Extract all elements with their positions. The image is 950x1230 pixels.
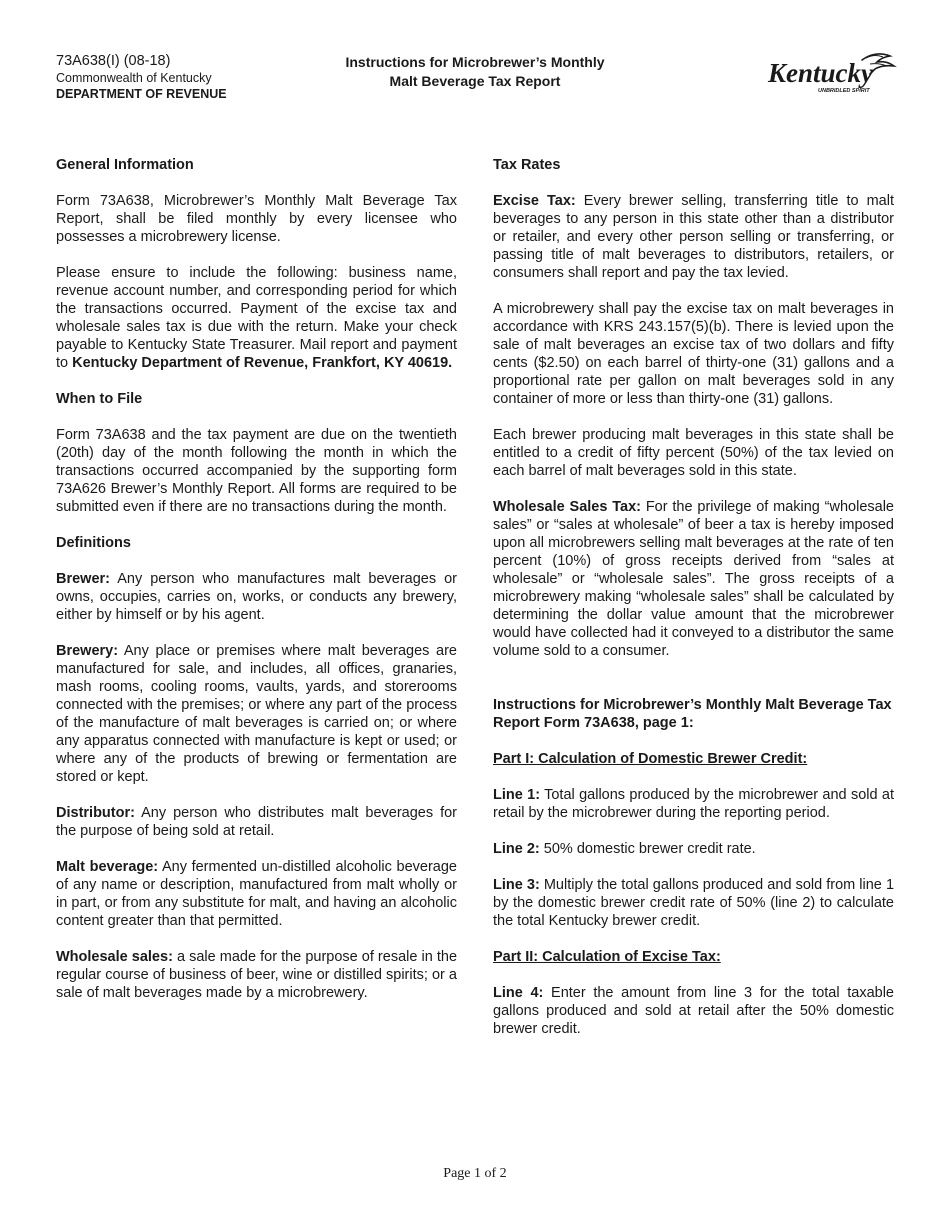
term-line-4: Line 4: (493, 985, 544, 1001)
right-column (493, 156, 894, 1056)
page-number: Page 1 of 2 (443, 1166, 507, 1181)
line-1-text: Total gallons produced by the microbrewer and sold at retail by the microbrewer during the reporting period. (493, 787, 894, 821)
line-2-instruction (493, 840, 894, 858)
logo-wordmark: Kentucky (768, 58, 873, 88)
def-malt-beverage-text: Any fermented un-distilled alcoholic beverage of any name or description, manufactured from malt wholly or in part, or from any substitute for malt, and having an alcoholic content greater than that permitted. (56, 859, 457, 929)
part-2-heading: Part II: Calculation of Excise Tax: (493, 949, 721, 965)
left-column (56, 156, 457, 1020)
definition-malt-beverage (56, 858, 457, 930)
term-line-1: Line 1: (493, 787, 541, 803)
excise-tax-text: Every brewer selling, transferring title to malt beverages to any person in this state other than a distributor or retailer, and every other person selling or transferring, or passing title of malt beverages to distributors, retailers, or consumers shall report and pay the tax levied. (493, 193, 894, 281)
term-brewer: Brewer: (56, 571, 110, 587)
wholesale-sales-tax-paragraph (493, 498, 894, 660)
when-to-file-heading: When to File (56, 391, 143, 407)
form-number: 73A638(I) (08-18) (56, 53, 171, 69)
title-line-1: Instructions for Microbrewer’s Monthly (345, 54, 605, 70)
term-excise-tax: Excise Tax: (493, 193, 576, 209)
line-3-text: Multiply the total gallons produced and sold from line 1 by the domestic brewer credit rate of 50% (line 2) to calculate the total Kentucky brewer credit. (493, 877, 895, 929)
general-info-paragraph-2 (56, 264, 457, 372)
definition-brewery (56, 642, 457, 786)
term-wholesale-sales-tax: Wholesale Sales Tax: (493, 499, 641, 515)
definition-wholesale-sales (56, 948, 457, 1002)
definition-brewer (56, 570, 457, 624)
part-1-heading: Part I: Calculation of Domestic Brewer Credit: (493, 751, 808, 767)
definition-distributor (56, 804, 457, 840)
term-distributor: Distributor: (56, 805, 135, 821)
mailing-address: Kentucky Department of Revenue, Frankfort, KY 40619. (72, 355, 453, 371)
microbrewery-excise-paragraph: A microbrewery shall pay the excise tax on malt beverages in accordance with KRS 243.157(5)(b). There is levied upon the sale of malt beverages an excise tax of two dollars and fifty cents ($2.50) on each barrel of thirty-one (31) gallons and a proportional rate per gallon on malt beverages sold in any container of more or less than thirty-one (31) gallons. (493, 301, 894, 407)
general-info-heading: General Information (56, 157, 194, 173)
term-wholesale-sales: Wholesale sales: (56, 949, 173, 965)
term-line-3: Line 3: (493, 877, 540, 893)
department-label: DEPARTMENT OF REVENUE (56, 87, 227, 101)
line-4-instruction (493, 984, 894, 1038)
excise-tax-paragraph (493, 192, 894, 282)
brewer-credit-paragraph: Each brewer producing malt beverages in this state shall be entitled to a credit of fifty percent (50%) of the tax levied on each barrel of malt beverages sold in this state. (493, 427, 894, 479)
line-3-instruction (493, 876, 894, 930)
def-wholesale-sales-text: a sale made for the purpose of resale in the regular course of business of beer, wine or distilled spirits; or a sale of malt beverages made by a microbrewery. (56, 949, 458, 1001)
kentucky-logo-icon (766, 52, 898, 94)
general-info-paragraph-1: Form 73A638, Microbrewer’s Monthly Malt Beverage Tax Report, shall be filed monthly by every licensee who possesses a microbrewery license. (56, 193, 457, 245)
line-1-instruction (493, 786, 894, 822)
form-header-info (56, 53, 316, 102)
def-brewer-text: Any person who manufactures malt beverages or owns, occupies, carries on, works, or conducts any brewery, either by himself or by his agent. (56, 571, 457, 623)
definitions-heading: Definitions (56, 535, 131, 551)
title-line-2: Malt Beverage Tax Report (389, 73, 561, 89)
spacer (493, 678, 894, 696)
logo-tagline: UNBRIDLED SPIRIT (818, 88, 870, 94)
tax-rates-heading: Tax Rates (493, 157, 561, 173)
term-brewery: Brewery: (56, 643, 119, 659)
commonwealth-label: Commonwealth of Kentucky (56, 71, 212, 85)
term-malt-beverage: Malt beverage: (56, 859, 159, 875)
page-title (300, 53, 650, 91)
term-line-2: Line 2: (493, 841, 540, 857)
instructions-heading: Instructions for Microbrewer’s Monthly Malt Beverage Tax Report Form 73A638, page 1: (493, 697, 892, 731)
def-distributor-text: Any person who distributes malt beverages for the purpose of being sold at retail. (56, 805, 457, 839)
wholesale-sales-tax-text: For the privilege of making “wholesale sales” or “sales at wholesale” of beer a tax is hereby imposed upon all microbrewers selling malt beverages at the rate of ten percent (10%) of gross receipts derived from “sales at wholesale” or “wholesale sales”. The gross receipts of a microbrewery making “wholesale sales” shall be calculated by determining the dollar value amount that the microbrewer would have collected had it conveyed to a distributor the same volume sold to a consumer. (493, 499, 894, 659)
line-2-text: 50% domestic brewer credit rate. (539, 841, 756, 857)
def-brewery-text: Any place or premises where malt beverages are manufactured for sale, and includes, all offices, granaries, mash rooms, cooling rooms, vaults, yards, and storerooms connected with the premises; or where any part of the process of the manufacture of malt beverages is carried on; or where any apparatus connected with manufacture is kept or used; or where any of the products of brewing or fermentation are stored or kept. (56, 643, 457, 785)
when-to-file-paragraph: Form 73A638 and the tax payment are due on the twentieth (20th) day of the month following the month in which the transactions occurred accompanied by the supporting form 73A626 Brewer’s Monthly Report. All forms are required to be submitted even if there are no transactions during the month. (56, 427, 457, 515)
line-4-text: Enter the amount from line 3 for the total taxable gallons produced and sold at retail after the 50% domestic brewer credit. (493, 985, 894, 1037)
general-info-text: Please ensure to include the following: business name, revenue account number, and corresponding period for which the transactions occurred. Payment of the excise tax and wholesale sales tax is due with the return. Make your check payable to Kentucky State Treasurer. Mail report and payment to (56, 265, 457, 371)
